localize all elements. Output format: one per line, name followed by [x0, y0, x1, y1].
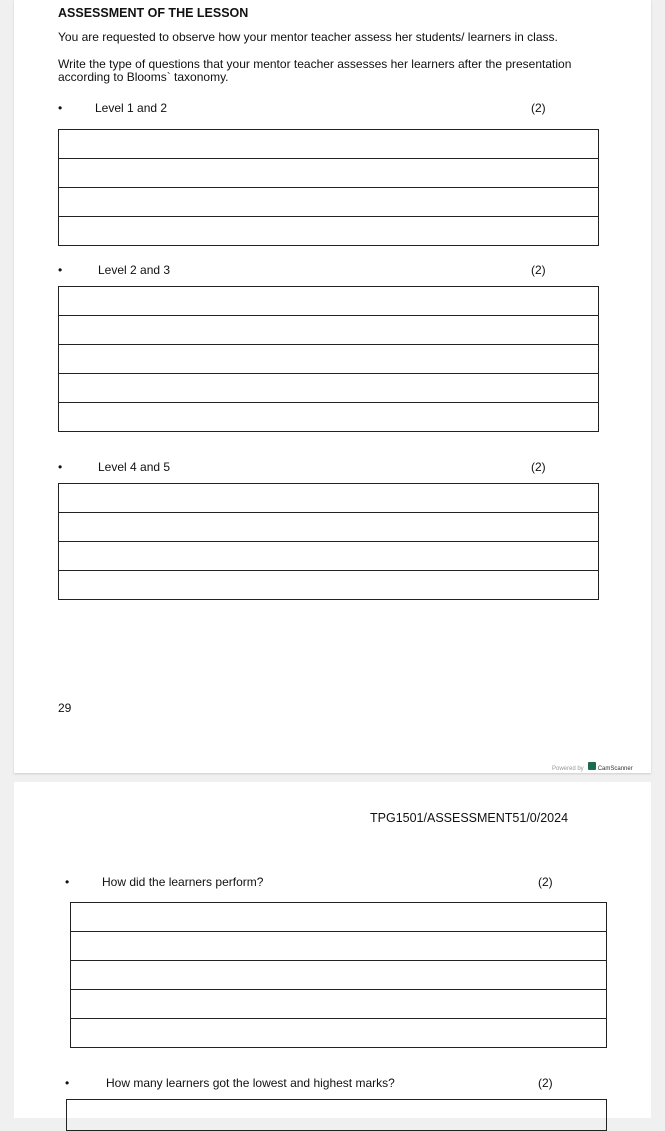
answer-line [71, 990, 607, 1019]
document-reference: TPG1501/ASSESSMENT51/0/2024 [370, 811, 569, 825]
answer-line [71, 1019, 607, 1048]
item-mark: (2) [531, 460, 546, 474]
item-label-lowest-highest-marks: How many learners got the lowest and highest marks? [106, 1076, 395, 1090]
answer-lines-level-2-3 [58, 286, 599, 432]
intro-text: You are requested to observe how your mentor teacher assess her students/ learners in class. [58, 30, 558, 44]
document-page-2 [14, 782, 651, 1118]
item-label-level-2-3: Level 2 and 3 [98, 263, 171, 277]
answer-line [71, 961, 607, 990]
answer-line [59, 374, 599, 403]
answer-line [59, 217, 599, 246]
answer-line [59, 345, 599, 374]
powered-by-text: Powered by [552, 766, 584, 772]
camscanner-brand: CamScanner [597, 766, 633, 772]
item-mark: (2) [538, 875, 553, 889]
answer-line [59, 316, 599, 345]
item-mark: (2) [531, 263, 546, 277]
item-label-level-4-5: Level 4 and 5 [98, 460, 171, 474]
document-page-1 [14, 0, 651, 773]
answer-line [59, 130, 599, 159]
answer-line [59, 542, 599, 571]
answer-line [66, 1099, 607, 1131]
bullet-icon: • [65, 1076, 70, 1090]
bullet-icon: • [58, 460, 63, 474]
bullet-icon: • [58, 263, 63, 277]
answer-line [59, 513, 599, 542]
item-label-level-1-2: Level 1 and 2 [95, 101, 168, 115]
item-mark: (2) [538, 1076, 553, 1090]
answer-line [71, 903, 607, 932]
bullet-icon: • [65, 875, 70, 889]
answer-line [59, 159, 599, 188]
item-label-learner-performance: How did the learners perform? [102, 875, 264, 889]
instruction-text: Write the type of questions that your mentor teacher assesses her learners after the presentation according to Blooms` taxonomy. [58, 57, 572, 84]
answer-lines-learner-performance [70, 902, 607, 1048]
answer-lines-level-4-5 [58, 483, 599, 600]
answer-line [59, 403, 599, 432]
camscanner-logo-icon [588, 762, 596, 770]
item-mark: (2) [531, 101, 546, 115]
answer-line [59, 188, 599, 217]
answer-line [71, 932, 607, 961]
page-number: 29 [58, 701, 72, 715]
section-heading: ASSESSMENT OF THE LESSON [58, 6, 249, 20]
scanner-watermark [552, 757, 633, 775]
answer-lines-level-1-2 [58, 129, 599, 246]
bullet-icon: • [58, 101, 63, 115]
answer-line [59, 484, 599, 513]
answer-line [59, 571, 599, 600]
answer-line [59, 287, 599, 316]
